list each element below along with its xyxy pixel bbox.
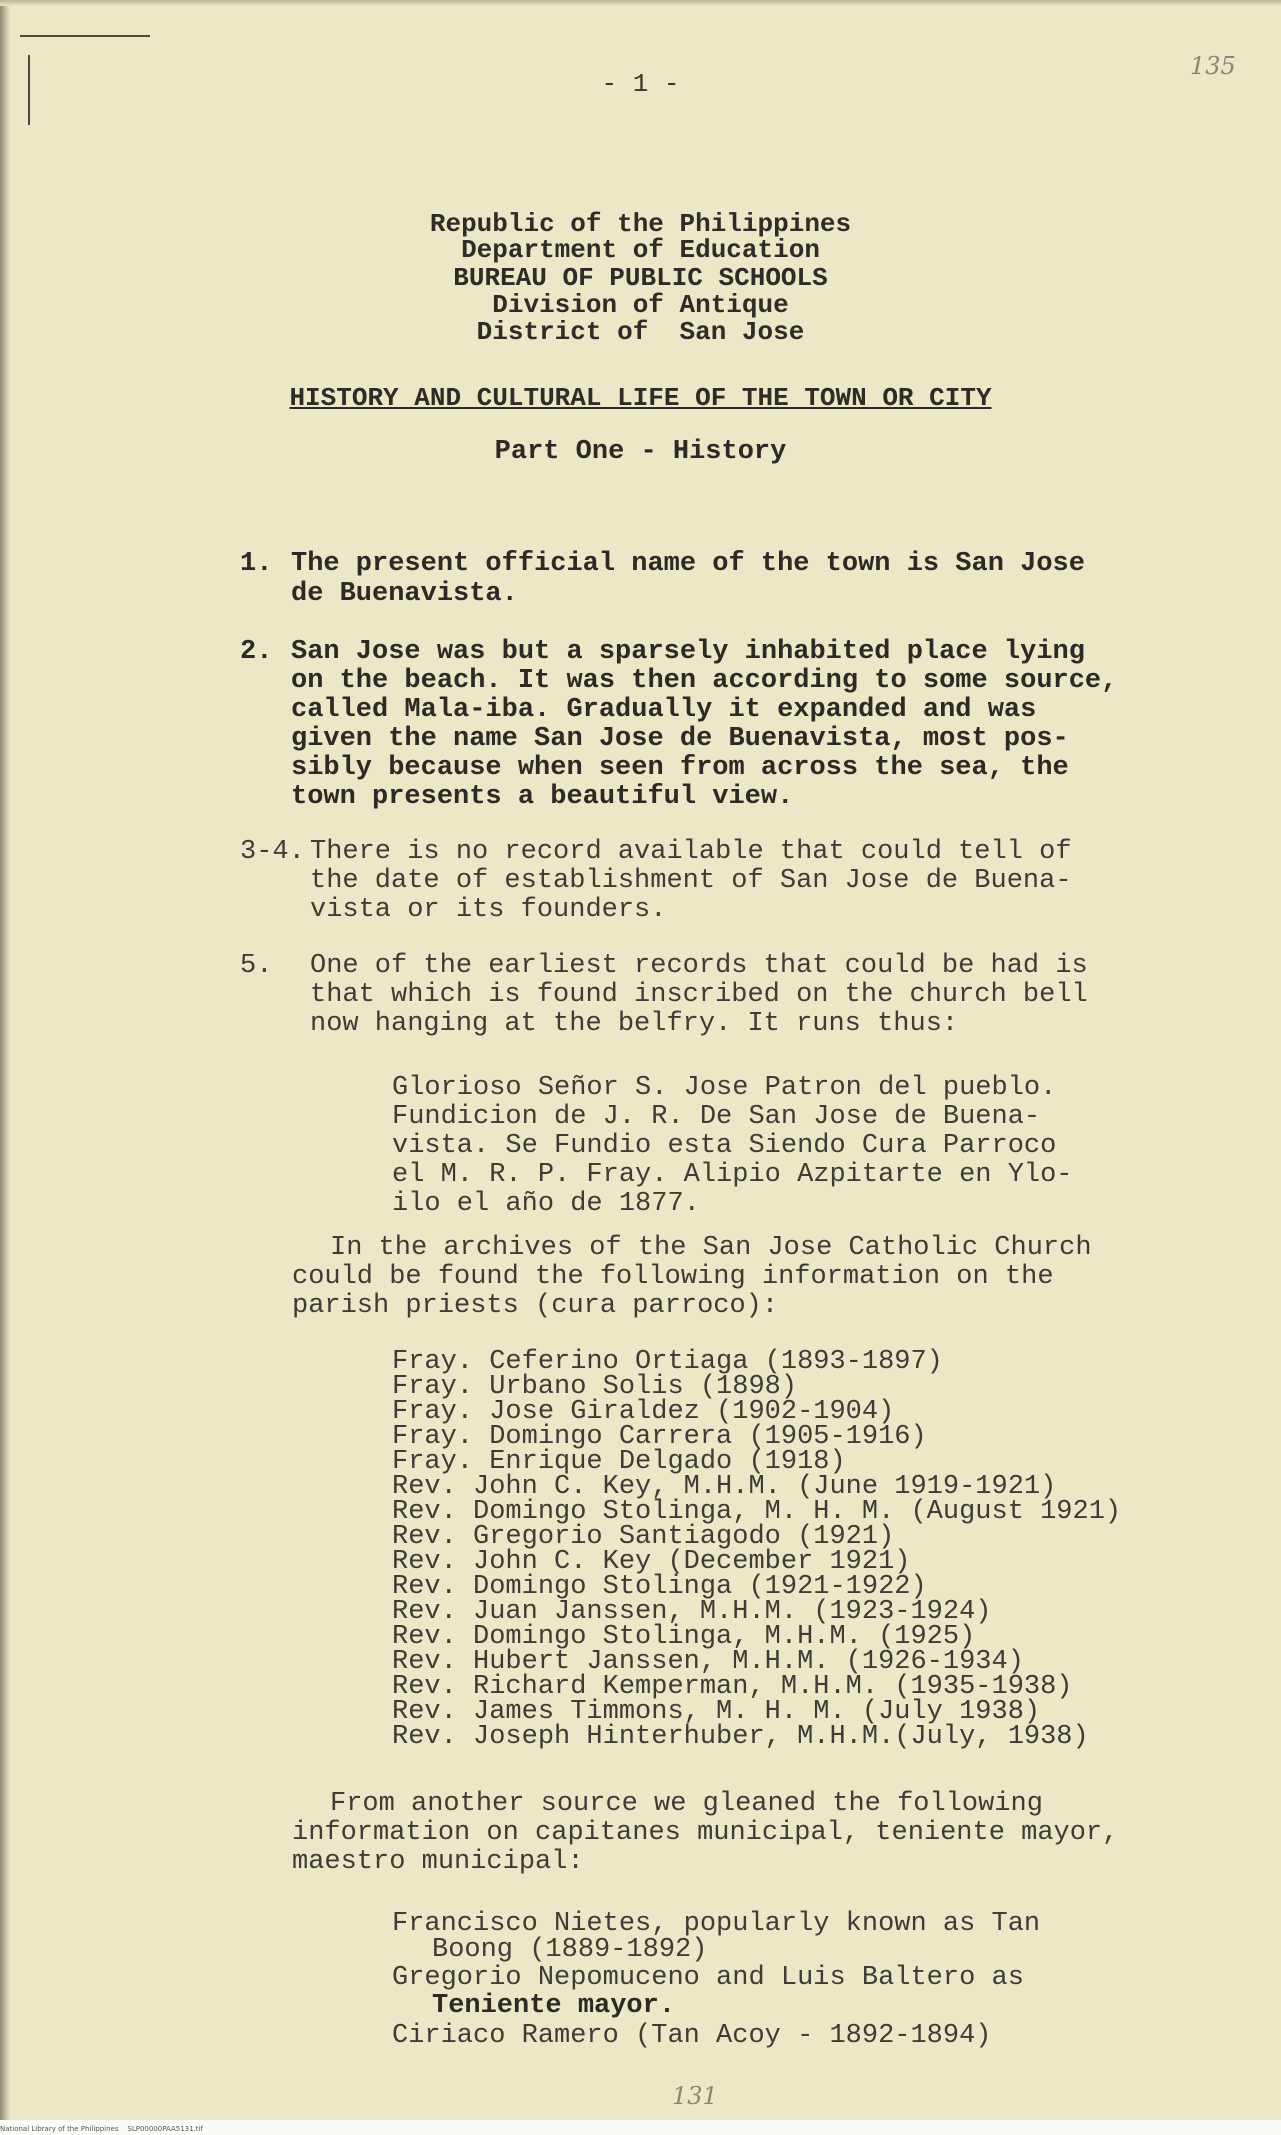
archives-paragraph-line: parish priests (cura parroco): (292, 1291, 779, 1321)
item-1-line: de Buenavista. (291, 579, 518, 609)
officials-line: Gregorio Nepomuceno and Luis Baltero as (392, 1963, 1024, 1993)
handwritten-page-number: 131 (672, 2082, 718, 2110)
item-2-line: San Jose was but a sparsely inhabited place lying (291, 637, 1085, 667)
archives-paragraph-line: could be found the following information on the (292, 1262, 1054, 1292)
priest-list-item: Fray. Enrique Delgado (1918) (392, 1447, 846, 1477)
priest-list-item: Fray. Domingo Carrera (1905-1916) (392, 1422, 927, 1452)
inscription-line: ilo el año de 1877. (392, 1189, 700, 1219)
header-department: Department of Education (461, 235, 820, 265)
priest-list-item: Rev. Domingo Stolinga, M. H. M. (August 1921) (392, 1497, 1122, 1527)
inscription-line: Fundicion de J. R. De San Jose de Buena- (392, 1102, 1041, 1132)
item-5-line: One of the earliest records that could be had is (310, 951, 1088, 981)
item-5-number: 5. (240, 951, 273, 981)
handwritten-folio: 135 (1190, 52, 1236, 80)
item-2-line: sibly because when seen from across the sea, the (291, 753, 1069, 783)
item-3-4-line: vista or its founders. (310, 895, 667, 925)
source-paragraph-line: maestro municipal: (292, 1847, 584, 1877)
priest-list-item: Rev. Hubert Janssen, M.H.M. (1926-1934) (392, 1647, 1024, 1677)
item-2-number: 2. (240, 637, 273, 667)
item-3-4-line: There is no record available that could tell of (310, 837, 1072, 867)
priest-list-item: Fray. Urbano Solis (1898) (392, 1372, 798, 1402)
item-3-4-number: 3-4. (240, 837, 305, 867)
item-2-line: given the name San Jose de Buenavista, most pos- (291, 724, 1069, 754)
corner-mark (20, 35, 150, 37)
item-2-line: town presents a beautiful view. (291, 782, 794, 812)
inscription-line: Glorioso Señor S. Jose Patron del pueblo. (392, 1073, 1057, 1103)
item-5-line: now hanging at the belfry. It runs thus: (310, 1009, 959, 1039)
header-division: Division of Antique (492, 290, 789, 320)
officials-line: Boong (1889-1892) (432, 1935, 708, 1965)
page-left-shadow (0, 0, 10, 2120)
priest-list-item: Rev. Gregorio Santiagodo (1921) (392, 1522, 895, 1552)
item-3-4-line: the date of establishment of San Jose de Buena- (310, 866, 1072, 896)
priest-list-item: Fray. Ceferino Ortiaga (1893-1897) (392, 1347, 943, 1377)
footer-caption: National Library of the Philippines SLP00000PAA5131.tif (0, 2125, 203, 2133)
priest-list-item: Rev. Domingo Stolinga (1921-1922) (392, 1572, 927, 1602)
officials-line: Ciriaco Ramero (Tan Acoy - 1892-1894) (392, 2021, 992, 2051)
priest-list-item: Rev. John C. Key, M.H.M. (June 1919-1921) (392, 1472, 1057, 1502)
officials-line: Francisco Nietes, popularly known as Tan (392, 1909, 1041, 1939)
page-top-shadow (0, 0, 1281, 6)
archives-paragraph-line: In the archives of the San Jose Catholic Church (330, 1233, 1092, 1263)
priest-list-item: Rev. Joseph Hinterhuber, M.H.M.(July, 1938) (392, 1722, 1089, 1752)
document-title: HISTORY AND CULTURAL LIFE OF THE TOWN OR CITY (289, 383, 992, 413)
header-republic: Republic of the Philippines (429, 209, 852, 239)
item-5-line: that which is found inscribed on the church bell (310, 980, 1088, 1010)
priest-list-item: Rev. John C. Key (December 1921) (392, 1547, 911, 1577)
item-2-line: on the beach. It was then according to some source, (291, 666, 1118, 696)
item-1-number: 1. (240, 549, 273, 579)
priest-list-item: Rev. Juan Janssen, M.H.M. (1923-1924) (392, 1597, 992, 1627)
header-bureau: BUREAU OF PUBLIC SCHOOLS (453, 263, 828, 293)
item-2-line: called Mala-iba. Gradually it expanded and was (291, 695, 1037, 725)
part-heading: Part One - History (494, 437, 787, 467)
priest-list-item: Rev. James Timmons, M. H. M. (July 1938) (392, 1697, 1041, 1727)
priest-list-item: Fray. Jose Giraldez (1902-1904) (392, 1397, 895, 1427)
priest-list-item: Rev. Richard Kemperman, M.H.M. (1935-1938) (392, 1672, 1073, 1702)
page-number: - 1 - (601, 69, 680, 99)
header-district: District of San Jose (476, 317, 805, 347)
inscription-line: el M. R. P. Fray. Alipio Azpitarte en Ylo- (392, 1160, 1073, 1190)
inscription-line: vista. Se Fundio esta Siendo Cura Parroco (392, 1131, 1057, 1161)
officials-line: Teniente mayor. (432, 1991, 676, 2021)
item-1-line: The present official name of the town is San Jose (291, 549, 1085, 579)
priest-list-item: Rev. Domingo Stolinga, M.H.M. (1925) (392, 1622, 976, 1652)
source-paragraph-line: information on capitanes municipal, teniente mayor, (292, 1818, 1119, 1848)
source-paragraph-line: From another source we gleaned the following (330, 1789, 1043, 1819)
